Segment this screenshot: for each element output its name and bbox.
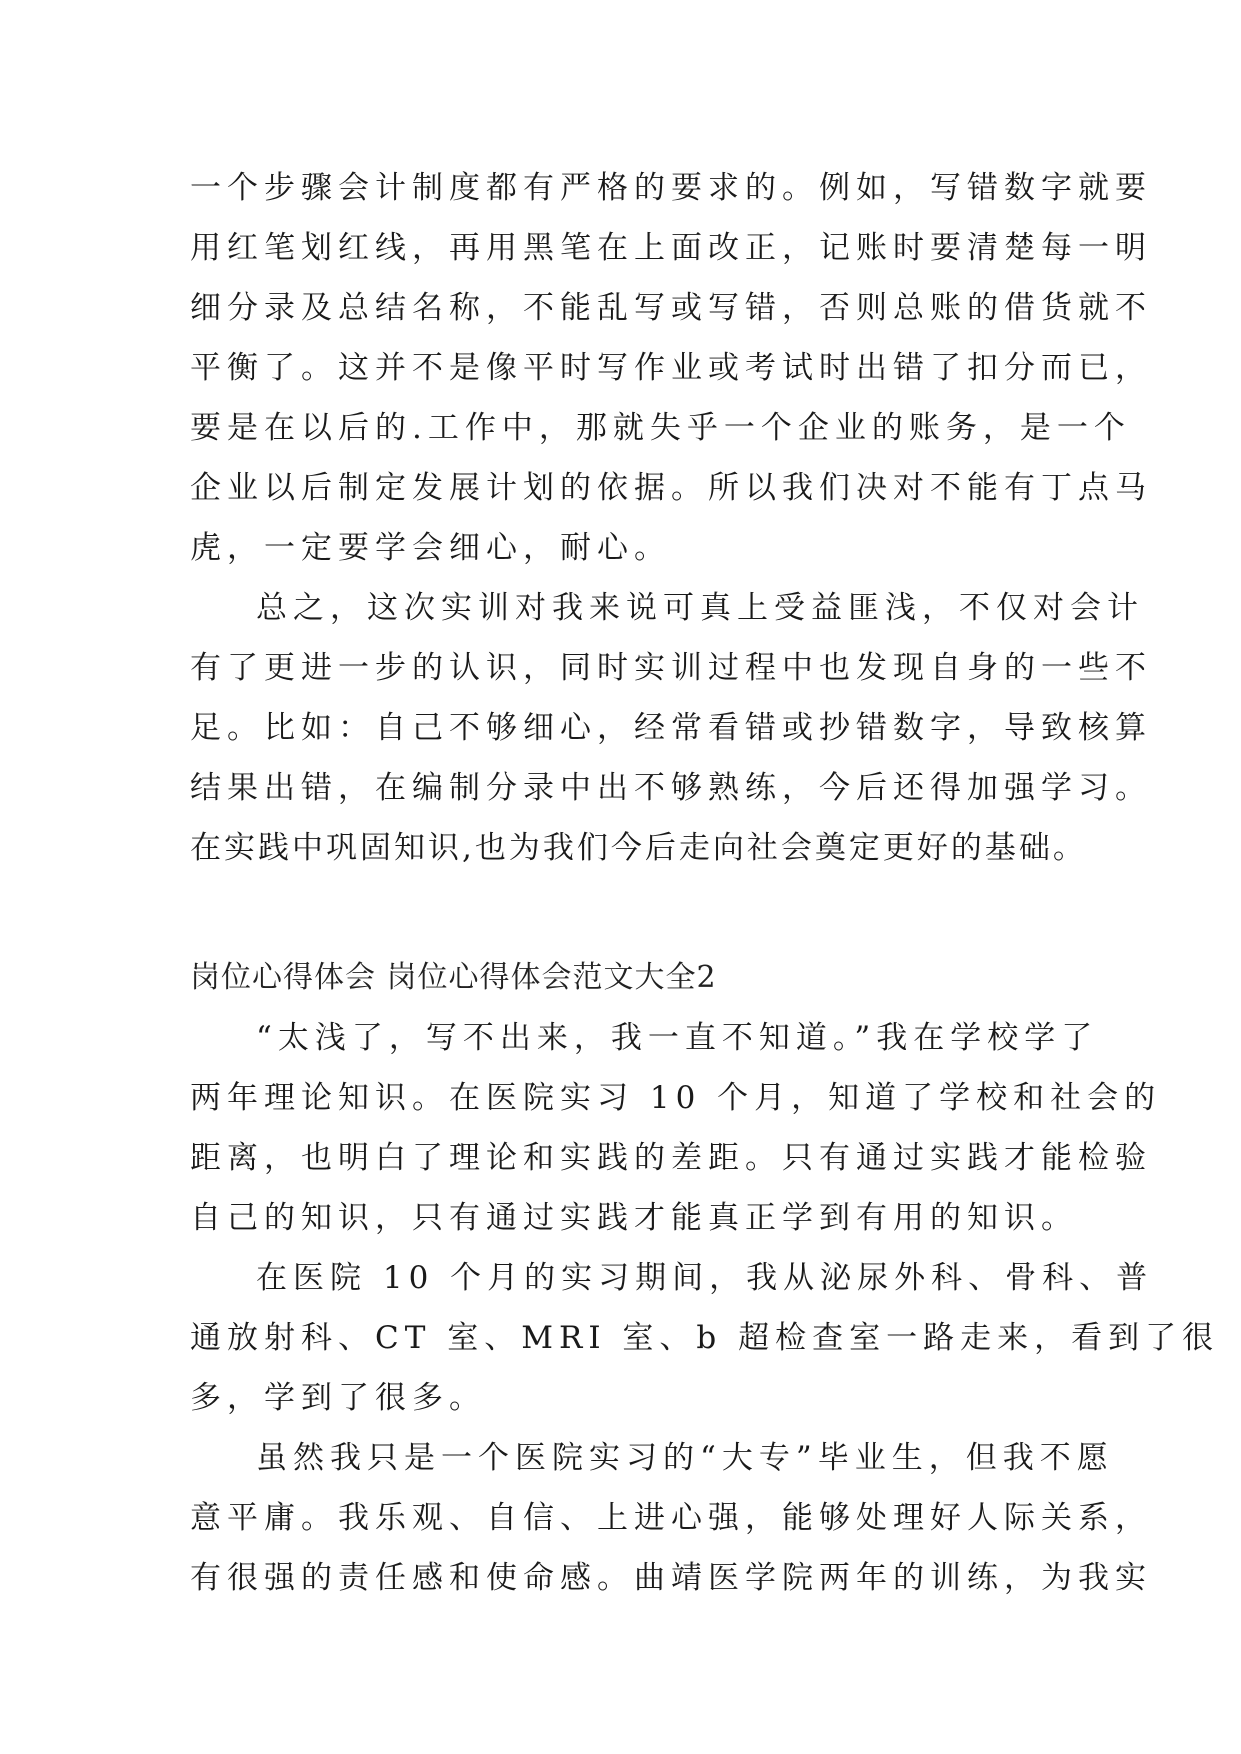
- text-line: 结果出错，在编制分录中出不够熟练，今后还得加强学习。: [190, 770, 1152, 806]
- section-title: 岗位心得体会 岗位心得体会范文大全2: [190, 960, 717, 995]
- text-line: 平衡了。这并不是像平时写作业或考试时出错了扣分而已，: [190, 350, 1152, 386]
- document-body: [190, 158, 1220, 1608]
- text-line: 用红笔划红线，再用黑笔在上面改正，记账时要清楚每一明: [190, 230, 1152, 266]
- text-line: 要是在以后的.工作中，那就失乎一个企业的账务，是一个: [190, 410, 1131, 446]
- text-line: 在实践中巩固知识,也为我们今后走向社会奠定更好的基础。: [190, 830, 1087, 866]
- text-line: 多，学到了很多。: [190, 1380, 486, 1416]
- text-line: 意平庸。我乐观、自信、上进心强，能够处理好人际关系，: [190, 1500, 1152, 1536]
- text-line: 足。比如：自己不够细心，经常看错或抄错数字，导致核算: [190, 710, 1152, 746]
- text-line: 通放射科、CT 室、MRI 室、b 超检查室一路走来，看到了很: [190, 1320, 1220, 1356]
- text-line: “太浅了，写不出来，我一直不知道。”我在学校学了: [256, 1020, 1099, 1056]
- text-line: 一个步骤会计制度都有严格的要求的。例如，写错数字就要: [190, 170, 1152, 206]
- text-line: 虎，一定要学会细心，耐心。: [190, 530, 671, 566]
- text-line: 两年理论知识。在医院实习 10 个月，知道了学校和社会的: [190, 1080, 1162, 1116]
- paragraph-4: [190, 1248, 1220, 1428]
- paragraph-3: [190, 1008, 1162, 1248]
- text-line: 自己的知识，只有通过实践才能真正学到有用的知识。: [190, 1200, 1078, 1236]
- text-line: 有了更进一步的认识，同时实训过程中也发现自身的一些不: [190, 650, 1152, 686]
- text-line: 总之，这次实训对我来说可真上受益匪浅，不仅对会计: [256, 590, 1144, 626]
- text-line: 细分录及总结名称，不能乱写或写错，否则总账的借货就不: [190, 290, 1152, 326]
- text-line: 在医院 10 个月的实习期间，我从泌尿外科、骨科、普: [256, 1260, 1154, 1296]
- paragraph-1: [190, 158, 1152, 578]
- text-line: 距离，也明白了理论和实践的差距。只有通过实践才能检验: [190, 1140, 1152, 1176]
- text-line: 有很强的责任感和使命感。曲靖医学院两年的训练，为我实: [190, 1560, 1152, 1596]
- text-line: 虽然我只是一个医院实习的“大专”毕业生，但我不愿: [256, 1440, 1114, 1476]
- paragraph-2: [190, 578, 1152, 878]
- paragraph-5: [190, 1428, 1152, 1608]
- text-line: 企业以后制定发展计划的依据。所以我们决对不能有丁点马: [190, 470, 1152, 506]
- section-spacer: [190, 878, 1060, 948]
